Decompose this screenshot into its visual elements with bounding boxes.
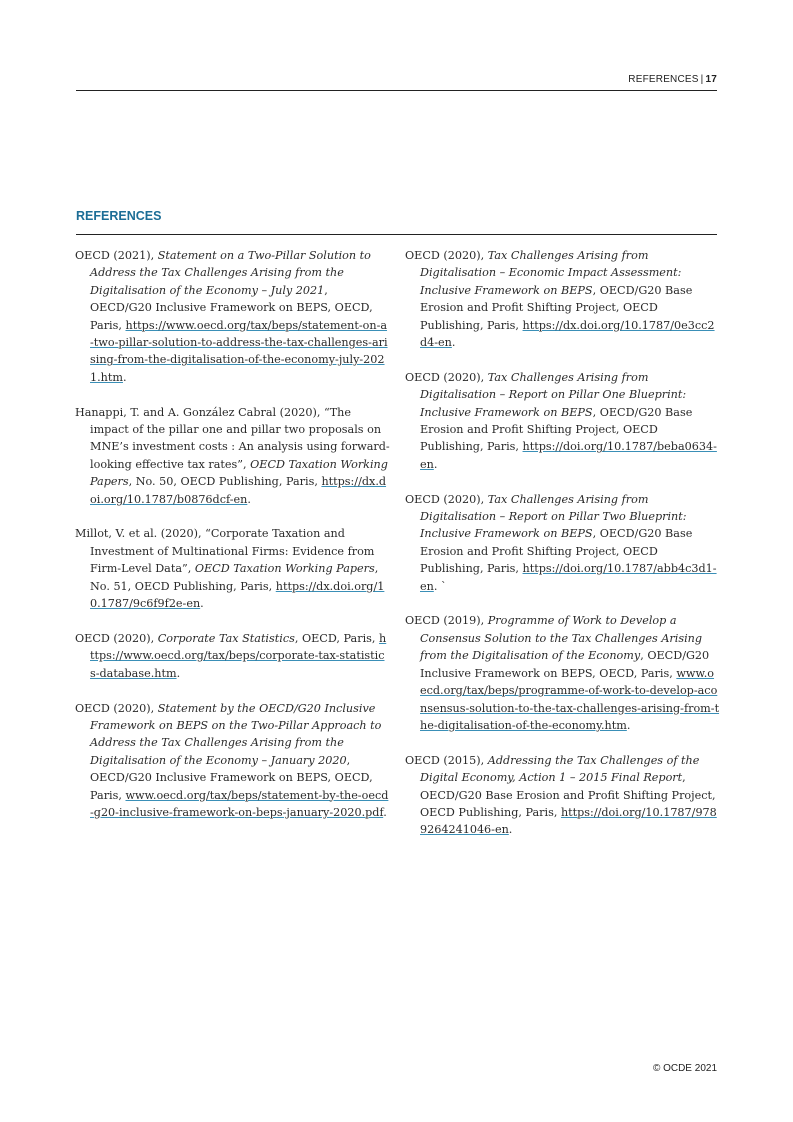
reference-link[interactable]: https://www.oecd.org/tax/beps/statement-on-a-two-pillar-solution-to-address-the-tax-challenges-arising-from-the-digitalisation-of-the-economy-july-2021.htm <box>90 318 388 384</box>
page-number: 17 <box>705 74 717 85</box>
section-rule <box>76 234 717 235</box>
reference-link[interactable]: www.oecd.org/tax/beps/statement-by-the-oecd-g20-inclusive-framework-on-beps-january-2020.pdf <box>90 788 389 819</box>
reference-entry: OECD (2019), Programme of Work to Develop a Consensus Solution to the Tax Challenges Arising from the Digitalisation of the Economy, OECD/G20 Inclusive Framework on BEPS, OECD, Paris, www.oecd.org/tax/beps/programme-of-work-to-develop-aconsensus-solution-to-the-tax-challenges-arising-from-the-digitalisation-of-the-economy.htm. <box>405 614 720 732</box>
copyright-footer: © OCDE 2021 <box>652 1063 717 1074</box>
reference-entry: Millot, V. et al. (2020), “Corporate Taxation and Investment of Multinational Firms: Evidence from Firm-Level Data”, OECD Taxation Working Papers, No. 51, OECD Publishing, Paris, https://dx.doi.org/10.1787/9c6f9f2e-en. <box>75 527 385 611</box>
reference-entry: OECD (2020), Tax Challenges Arising from Digitalisation – Report on Pillar One Blueprint: Inclusive Framework on BEPS, OECD/G20 Base Erosion and Profit Shifting Project, OECD Publishing, Paris, https://doi.org/10.1787/beba0634-en. <box>405 370 717 471</box>
references-right-column <box>405 247 720 856</box>
reference-entry: Hanappi, T. and A. González Cabral (2020), “The impact of the pillar one and pillar two proposals on MNE’s investment costs : An analysis using forward-looking effective tax rates”, OECD Taxation Working Papers, No. 50, OECD Publishing, Paris, https://dx.doi.org/10.1787/b0876dcf-en. <box>75 405 390 506</box>
reference-entry: OECD (2015), Addressing the Tax Challenges of the Digital Economy, Action 1 – 2015 Final Report, OECD/G20 Base Erosion and Profit Shifting Project, OECD Publishing, Paris, https://doi.org/10.1787/9789264241046-en. <box>405 753 717 837</box>
reference-entry: OECD (2020), Tax Challenges Arising from Digitalisation – Report on Pillar Two Blueprint: Inclusive Framework on BEPS, OECD/G20 Base Erosion and Profit Shifting Project, OECD Publishing, Paris, https://doi.org/10.1787/abb4c3d1-en. ` <box>405 492 717 593</box>
reference-link[interactable]: https://dx.doi.org/10.1787/0e3cc2d4-en <box>420 318 715 350</box>
references-left-column <box>75 247 390 839</box>
reference-link[interactable]: https://doi.org/10.1787/abb4c3d1-en <box>420 562 717 593</box>
section-title: REFERENCES <box>76 209 162 223</box>
running-header <box>628 74 717 85</box>
reference-link[interactable]: https://www.oecd.org/tax/beps/corporate-tax-statistics-database.htm <box>90 631 387 680</box>
reference-link[interactable]: https://dx.doi.org/10.1787/b0876dcf-en <box>90 475 387 506</box>
reference-link[interactable]: www.oecd.org/tax/beps/programme-of-work-to-develop-aconsensus-solution-to-the-tax-challenges-arising-from-the-digitalisation-of-the-economy.htm <box>420 666 720 732</box>
reference-link[interactable]: https://doi.org/10.1787/9789264241046-en <box>420 805 717 837</box>
reference-entry: OECD (2020), Statement by the OECD/G20 Inclusive Framework on BEPS on the Two-Pillar Approach to Address the Tax Challenges Arising from the Digitalisation of the Economy – January 2020, OECD/G20 Inclusive Framework on BEPS, OECD, Paris, www.oecd.org/tax/beps/statement-by-the-oecd-g20-inclusive-framework-on-beps-january-2020.pdf. <box>75 701 389 819</box>
reference-link[interactable]: https://doi.org/10.1787/beba0634-en <box>420 440 717 471</box>
reference-entry: OECD (2021), Statement on a Two-Pillar Solution to Address the Tax Challenges Arising from the Digitalisation of the Economy – July 2021, OECD/G20 Inclusive Framework on BEPS, OECD, Paris, https://www.oecd.org/tax/beps/statement-on-a-two-pillar-solution-to-address-the-tax-challenges-arising-from-the-digitalisation-of-the-economy-july-2021.htm. <box>75 249 388 384</box>
reference-entry: OECD (2020), Tax Challenges Arising from Digitalisation – Economic Impact Assessment: Inclusive Framework on BEPS, OECD/G20 Base Erosion and Profit Shifting Project, OECD Publishing, Paris, https://dx.doi.org/10.1787/0e3cc2d4-en. <box>405 249 715 350</box>
header-rule <box>76 90 717 91</box>
running-header-separator: | <box>700 74 704 85</box>
reference-link[interactable]: https://dx.doi.org/10.1787/9c6f9f2e-en <box>90 579 385 611</box>
reference-entry: OECD (2020), Corporate Tax Statistics, OECD, Paris, https://www.oecd.org/tax/beps/corporate-tax-statistics-database.htm. <box>75 631 387 680</box>
running-header-section: REFERENCES <box>628 74 699 85</box>
